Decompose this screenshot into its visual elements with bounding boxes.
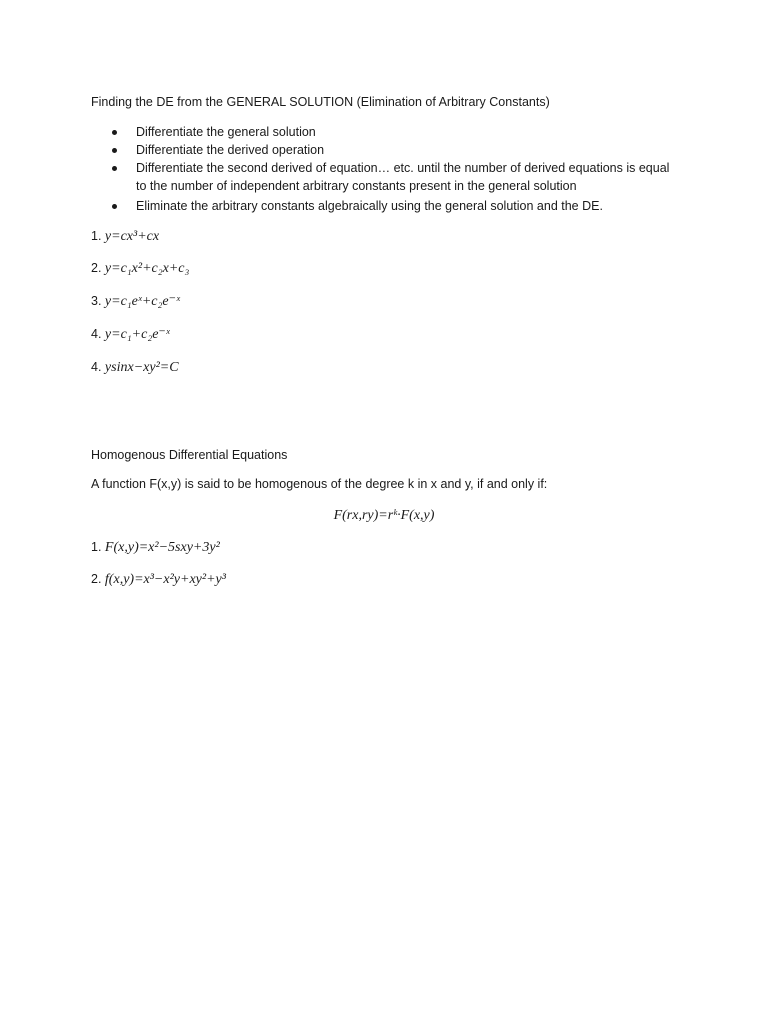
equation: y=c₁x²+c₂x+c₃	[104, 261, 190, 276]
equation-row	[91, 361, 179, 375]
bullet-icon	[112, 204, 117, 209]
equation-number: 3.	[91, 294, 102, 308]
step-text: Differentiate the second derived of equation… etc. until the number of derived equations is equal to the number of independent arbitrary constants present in the general solution	[136, 161, 670, 193]
list-item	[112, 123, 676, 141]
bullet-icon	[112, 166, 117, 171]
equation-number: 1.	[91, 229, 102, 243]
equation-row	[91, 328, 170, 342]
step-text: Differentiate the general solution	[136, 125, 316, 139]
equation-number: 2.	[91, 572, 102, 586]
equation-number: 2.	[91, 261, 102, 275]
equation: F(x,y)=x²−5sxy+3y²	[104, 540, 220, 555]
equation-row	[91, 295, 180, 309]
equation: y=c₁+c₂e⁻ˣ	[104, 327, 170, 342]
list-item	[112, 141, 676, 159]
equation: y=c₁eˣ+c₂e⁻ˣ	[104, 294, 180, 309]
equation: y=cx³+cx	[104, 229, 160, 244]
section-title-homogenous: Homogenous Differential Equations	[91, 448, 288, 462]
equation-row	[91, 573, 226, 587]
formula: F(rx,ry)=rᵏ·F(x,y)	[333, 508, 435, 523]
equation-number: 4.	[91, 327, 102, 341]
equation-row	[91, 230, 159, 244]
bullet-icon	[112, 130, 117, 135]
bullet-icon	[112, 148, 117, 153]
equation-number: 1.	[91, 540, 102, 554]
list-item	[112, 159, 676, 195]
step-text: Eliminate the arbitrary constants algebraically using the general solution and the DE.	[136, 199, 603, 213]
step-text: Differentiate the derived operation	[136, 143, 325, 157]
section-title-general-solution: Finding the DE from the GENERAL SOLUTION (Elimination of Arbitrary Constants)	[91, 95, 550, 109]
list-item	[112, 197, 676, 215]
equation-number: 4.	[91, 360, 102, 374]
definition-text: A function F(x,y) is said to be homogenous of the degree k in x and y, if and only if:	[91, 477, 548, 491]
equation-row	[91, 262, 189, 276]
equation-row	[91, 541, 220, 555]
equation: ysinx−xy²=C	[104, 360, 179, 375]
steps-list	[112, 123, 676, 215]
homogeneity-formula	[0, 509, 768, 523]
equation: f(x,y)=x³−x²y+xy²+y³	[104, 572, 226, 587]
